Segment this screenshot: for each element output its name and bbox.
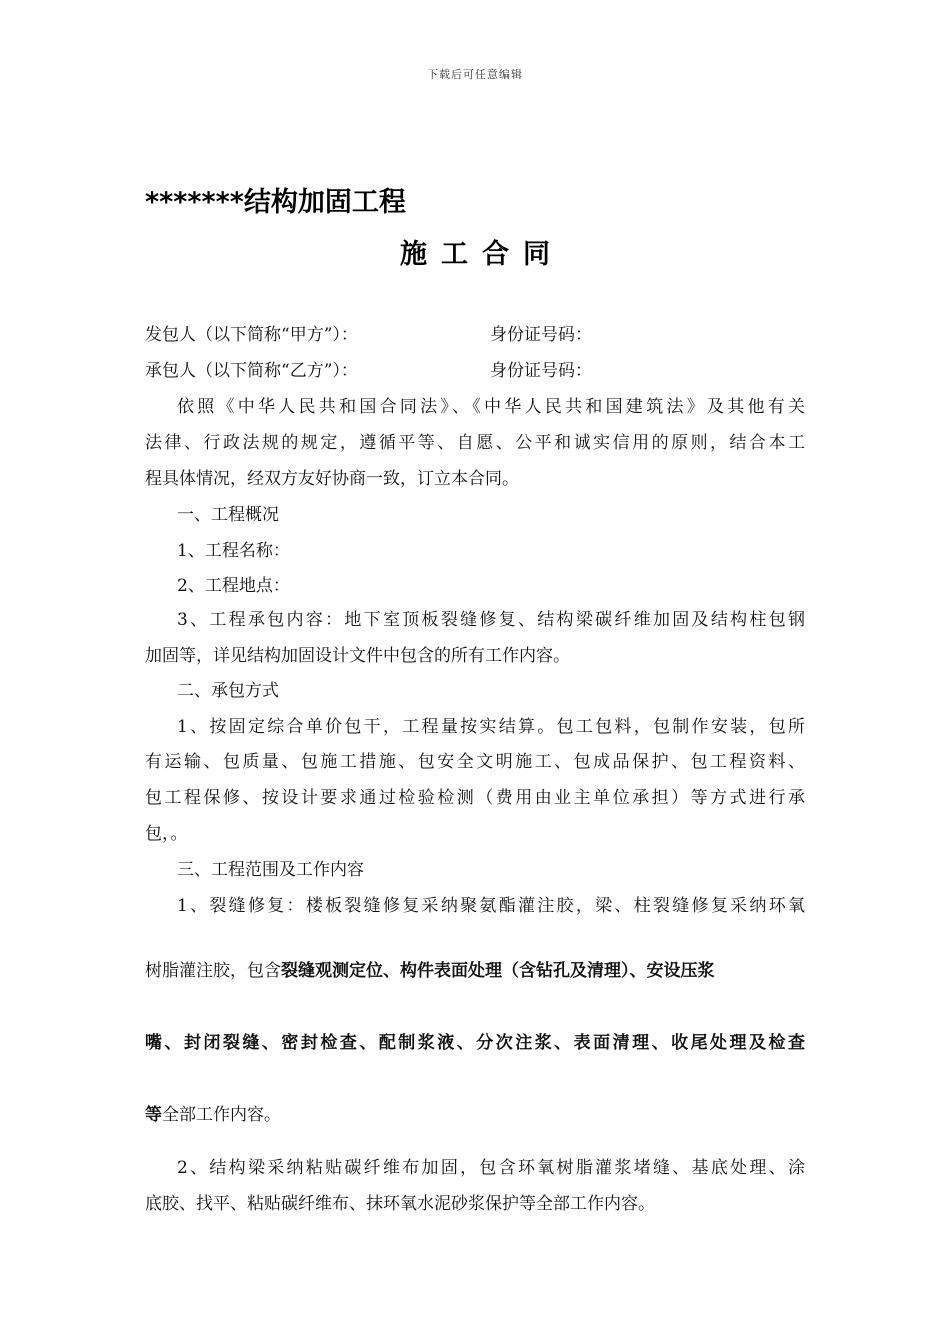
clause-line: 有运输、包质量、包施工措施、包安全文明施工、包成品保护、包工程资料、 xyxy=(145,752,805,772)
preamble-line: 法律、行政法规的规定，遵循平等、自愿、公平和诚实信用的原则，结合本工 xyxy=(145,433,805,453)
clause-line-emphasis: 嘴、封闭裂缝、密封检查、配制浆液、分次注浆、表面清理、收尾处理及检查 xyxy=(145,1033,805,1053)
header-note: 下载后可任意编辑 xyxy=(427,68,523,81)
document-subtitle: 施工合同 xyxy=(400,239,564,270)
section-heading: 一、工程概况 xyxy=(177,505,279,525)
preamble-line: 程具体情况，经双方友好协商一致，订立本合同。 xyxy=(145,469,519,489)
employer-id-label: 身份证号码： xyxy=(490,325,592,345)
clause-line: 2、工程地点： xyxy=(177,576,290,596)
section-heading: 三、工程范围及工作内容 xyxy=(177,860,364,880)
clause-line: 包，。 xyxy=(145,824,188,844)
contractor-id-label: 身份证号码： xyxy=(490,361,592,381)
section-heading: 二、承包方式 xyxy=(177,681,279,701)
clause-text: 全部工作内容。 xyxy=(162,1105,281,1125)
clause-line: 加固等，详见结构加固设计文件中包含的所有工作内容。 xyxy=(145,646,570,666)
clause-text-emphasis: 等 xyxy=(145,1105,162,1125)
clause-line xyxy=(145,960,805,982)
document-title: *******结构加固工程 xyxy=(145,187,406,218)
contractor-label: 承包人（以下简称“乙方”）： xyxy=(145,361,358,381)
clause-text: 树脂灌注胶，包含 xyxy=(145,961,281,981)
clause-line: 包工程保修、按设计要求通过检验检测（费用由业主单位承担）等方式进行承 xyxy=(145,788,805,808)
clause-line: 1、工程名称： xyxy=(177,541,290,561)
clause-line: 1、按固定综合单价包干，工程量按实结算。包工包料，包制作安装，包所 xyxy=(177,717,805,737)
clause-text-emphasis: 裂缝观测定位、构件表面处理（含钻孔及清理）、安设压浆 xyxy=(281,961,715,981)
preamble-line: 依照《中华人民共和国合同法》、《中华人民共和国建筑法》及其他有关 xyxy=(177,397,805,417)
clause-line: 3、工程承包内容：地下室顶板裂缝修复、结构梁碳纤维加固及结构柱包钢 xyxy=(177,610,805,630)
clause-line xyxy=(145,1104,805,1126)
employer-label: 发包人（以下简称“甲方”）： xyxy=(145,325,358,345)
clause-line: 1、裂缝修复：楼板裂缝修复采纳聚氨酯灌注胶，梁、柱裂缝修复采纳环氧 xyxy=(177,896,805,916)
clause-line: 底胶、找平、粘贴碳纤维布、抹环氧水泥砂浆保护等全部工作内容。 xyxy=(145,1194,655,1214)
clause-line: 2、结构梁采纳粘贴碳纤维布加固，包含环氧树脂灌浆堵缝、基底处理、涂 xyxy=(177,1158,805,1178)
